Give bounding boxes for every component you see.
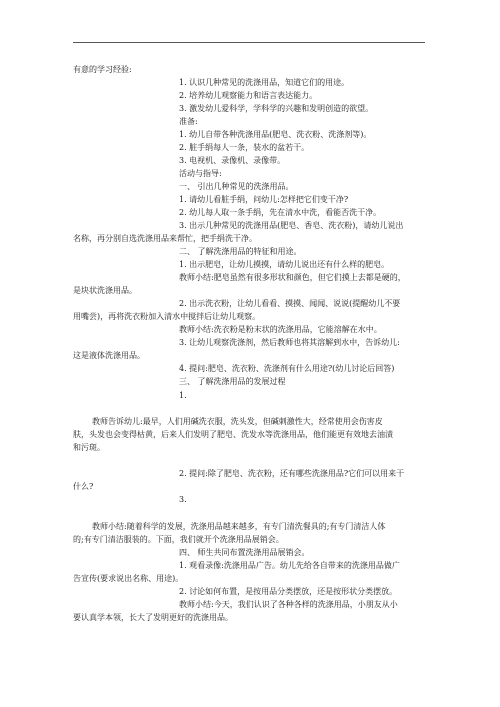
goal-item: 1. 认识几种常见的洗涤用品，知道它们的用途。 [179, 78, 350, 87]
step-heading: 一、 引出几种常见的洗涤用品。 [179, 182, 294, 191]
goal-item: 2. 培养幼儿观察能力和语言表达能力。 [179, 91, 318, 100]
preparation-item: 3. 电视机、录像机、录像带。 [179, 156, 286, 165]
text-line: 用嘴尝)，再将洗衣粉加入清水中搅拌后让幼儿观察。 [73, 312, 261, 321]
text-line: 教师告诉幼儿:最早，人们用碱洗衣服，洗头发，但碱刺激性大，经常使用会伤害皮 [92, 417, 383, 426]
header-rule [73, 42, 425, 43]
text-line: 1. [179, 391, 187, 400]
preparation-item: 2. 脏手绢每人一条，装水的盆若干。 [179, 143, 310, 152]
text-line: 是块状洗涤用品。 [73, 286, 137, 295]
text-line: 教师小结:随着科学的发展，洗涤用品越来越多，有专门清洗餐具的;有专门清洁人体 [92, 522, 386, 531]
section-heading-experience: 有意的学习经验: [73, 65, 132, 74]
section-heading-activity: 活动与指导: [179, 169, 222, 178]
text-line: 2. 出示洗衣粉，让幼儿看看、摸摸、闻闻、说说(提醒幼儿不要 [179, 299, 401, 308]
text-line: 2. 提问:除了肥皂、洗衣粉，还有哪些洗涤用品?它们可以用来干 [179, 469, 405, 478]
text-line: 3. 让幼儿观察洗涤剂，然后教师也将其溶解到水中，告诉幼儿: [179, 338, 400, 347]
text-line: 1. 出示肥皂，让幼儿摸摸，请幼儿说出还有什么样的肥皂。 [179, 260, 390, 269]
section-heading-preparation: 准备: [179, 117, 198, 126]
text-line: 要认真学本领，长大了发明更好的洗涤用品。 [73, 613, 233, 622]
text-line: 1. 请幼儿看脏手绢，问幼儿:怎样把它们变干净? [179, 195, 349, 204]
text-line: 2. 幼儿每人取一条手绢，先在清水中洗，看能否洗干净。 [179, 208, 382, 217]
text-line: 肤，头发也会变得枯黄，后来人们发明了肥皂、洗发水等洗涤用品，他们能更有效地去油渍 [73, 430, 393, 439]
text-line: 和污斑。 [73, 443, 105, 452]
text-line: 4. 提问:肥皂、洗衣粉、洗涤剂有什么用途?(幼儿讨论后回答) [179, 364, 395, 373]
text-line: 这是液体洗涤用品。 [73, 351, 145, 360]
step-heading: 二、 了解洗涤用品的特征和用途。 [179, 247, 302, 256]
text-line: 什么? [73, 482, 94, 491]
text-line: 告宣传(要求说出名称、用途)。 [73, 574, 184, 583]
text-line: 教师小结:洗衣粉是粉末状的洗涤用品，它能溶解在水中。 [179, 325, 382, 334]
text-line: 教师小结:今天，我们认识了各种各样的洗涤用品，小朋友从小 [179, 600, 398, 609]
step-heading: 三、 了解洗涤用品的发展过程 [179, 377, 286, 386]
text-line: 2. 讨论如何布置，是按用品分类摆放，还是按形状分类摆放。 [179, 587, 398, 596]
text-line: 教师小结:肥皂虽然有很多形状和颜色，但它们摸上去都是硬的， [179, 273, 406, 282]
text-line: 名称，再分别自选洗涤用品来帮忙，把手绢洗干净。 [73, 234, 257, 243]
text-line: 的;有专门清洁服装的。下面，我们就开个洗涤用品展销会。 [73, 535, 284, 544]
preparation-item: 1. 幼儿自带各种洗涤用品(肥皂、洗衣粉、洗涤剂等)。 [179, 130, 372, 139]
text-line: 3. [179, 495, 187, 504]
goal-item: 3. 激发幼儿爱科学，学科学的兴趣和发明创造的欲望。 [179, 104, 374, 113]
step-heading: 四、 师生共同布置洗涤用品展销会。 [179, 548, 310, 557]
text-line: 3. 出示几种常见的洗涤用品(肥皂、香皂、洗衣粉)，请幼儿说出 [179, 221, 404, 230]
text-line: 1. 观看录像:洗涤用品广告。幼儿先给各自带来的洗涤用品做广 [179, 561, 400, 570]
